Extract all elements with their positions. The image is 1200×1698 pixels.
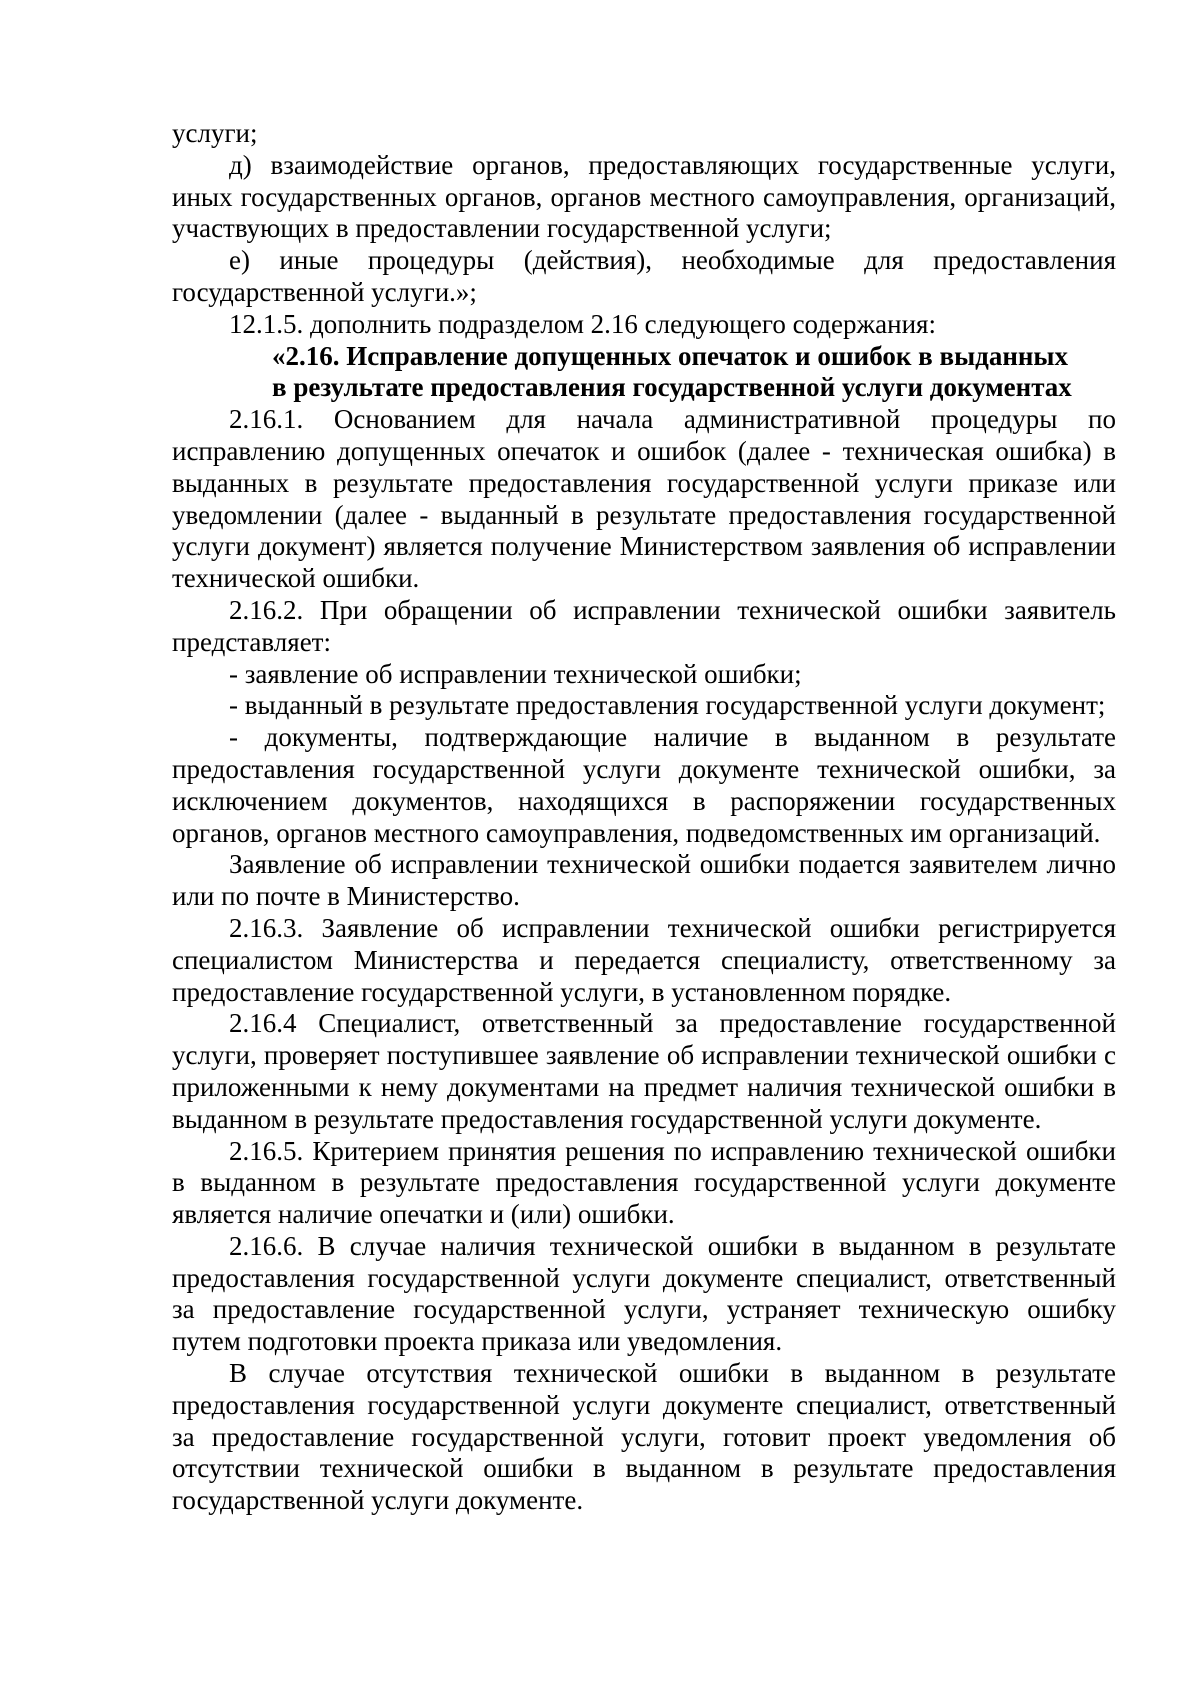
paragraph-submission: Заявление об исправлении технической ошибки подается заявителем лично или по почте в Министерство. xyxy=(172,849,1116,912)
paragraph-2-16-1: 2.16.1. Основанием для начала административной процедуры по исправлению допущенных опечаток и ошибок (далее - техническая ошибка) в выданных в результате предоставления государственной услуги приказе или уведомлении (далее - выданный в результате предоставления государственной услуги документ) является получение Министерством заявления об исправлении технической ошибки. xyxy=(172,404,1116,594)
paragraph-12-1-5: 12.1.5. дополнить подразделом 2.16 следующего содержания: xyxy=(229,308,936,339)
list-item-supporting-documents: - документы, подтверждающие наличие в выданном в результате предоставления государственной услуги документе технической ошибки, за исключением документов, находящихся в распоряжении государственных органов, органов местного самоуправления, подведомственных им организаций. xyxy=(172,722,1116,848)
paragraph-continuation: услуги; xyxy=(172,118,258,148)
paragraph-item-e: е) иные процедуры (действия), необходимые для предоставления государственной услуги.»; xyxy=(172,245,1116,307)
section-heading-line-1: «2.16. Исправление допущенных опечаток и ошибок в выданных xyxy=(272,340,1069,371)
document-body xyxy=(172,118,1116,1517)
section-heading-line-2: в результате предоставления государственной услуги документах xyxy=(272,372,1072,403)
list-item-issued-document: - выданный в результате предоставления государственной услуги документ; xyxy=(229,690,1106,721)
paragraph-no-error: В случае отсутствия технической ошибки в выданном в результате предоставления государственной услуги документе специалист, ответственный за предоставление государственной услуги, готовит проект уведомления об отсутствии технической ошибки в выданном в результате предоставления государственной услуги документе. xyxy=(172,1358,1116,1516)
paragraph-2-16-5: 2.16.5. Критерием принятия решения по исправлению технической ошибки в выданном в результате предоставления государственной услуги документе является наличие опечатки и (или) ошибки. xyxy=(172,1135,1116,1230)
paragraph-2-16-6: 2.16.6. В случае наличия технической ошибки в выданном в результате предоставления государственной услуги документе специалист, ответственный за предоставление государственной услуги, устраняет техническую ошибку путем подготовки проекта приказа или уведомления. xyxy=(172,1230,1116,1357)
paragraph-2-16-2: 2.16.2. При обращении об исправлении технической ошибки заявитель представляет: xyxy=(172,594,1116,657)
paragraph-2-16-4: 2.16.4 Специалист, ответственный за предоставление государственной услуги, проверяет поступившее заявление об исправлении технической ошибки с приложенными к нему документами на предмет наличия технической ошибки в выданном в результате предоставления государственной услуги документе. xyxy=(172,1008,1116,1134)
list-item-application: - заявление об исправлении технической ошибки; xyxy=(229,658,802,689)
paragraph-item-d: д) взаимодействие органов, предоставляющих государственные услуги, иных государственных органов, органов местного самоуправления, организаций, участвующих в предоставлении государственной услуги; xyxy=(172,149,1116,244)
paragraph-2-16-3: 2.16.3. Заявление об исправлении технической ошибки регистрируется специалистом Министерства и передается специалисту, ответственному за предоставление государственной услуги, в установленном порядке. xyxy=(172,912,1116,1007)
